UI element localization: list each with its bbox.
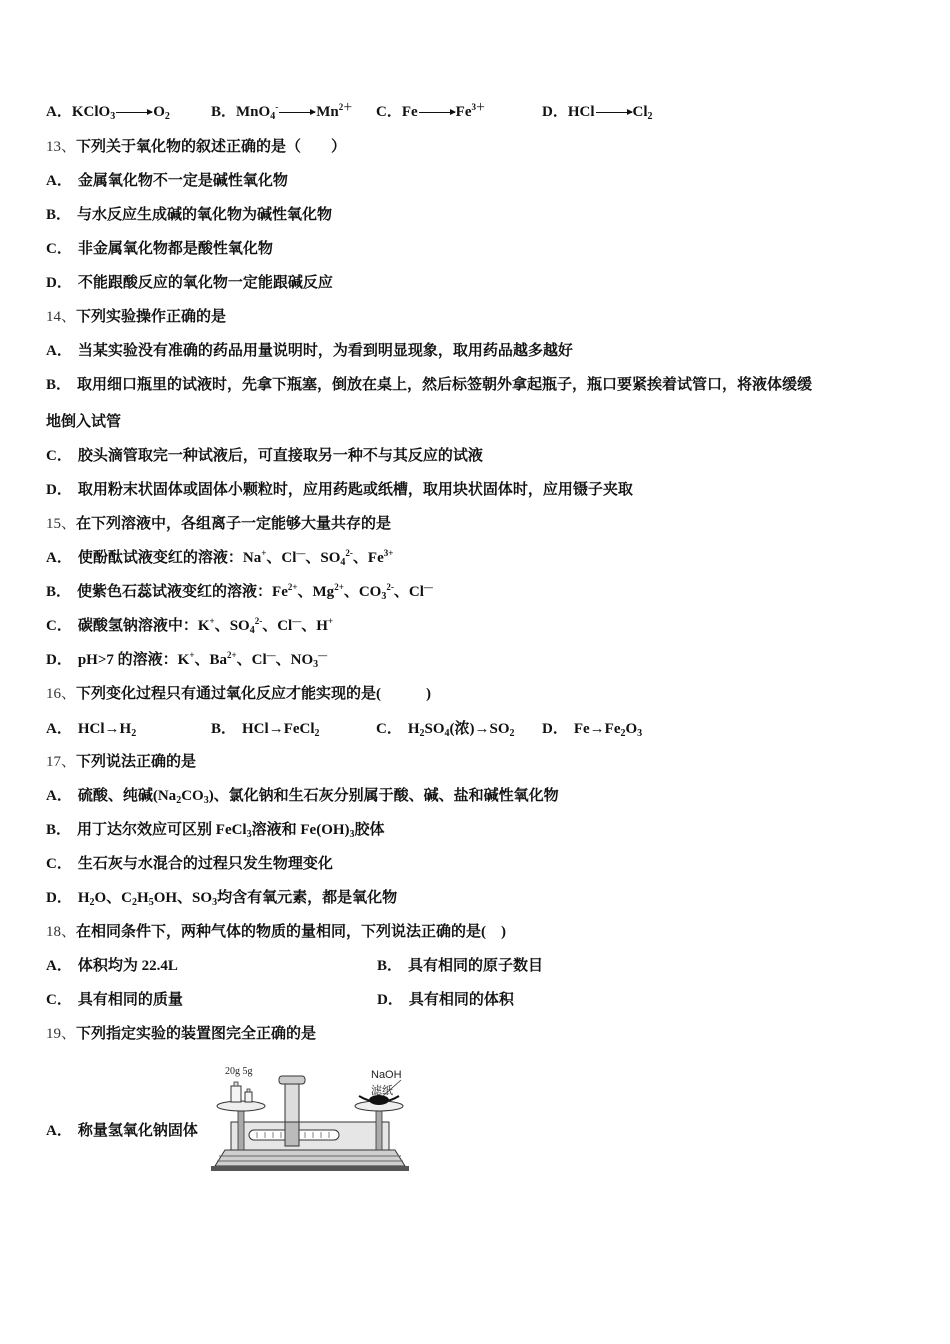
arrow-icon: → (104, 721, 120, 737)
option-label: C． (46, 241, 72, 257)
option-label: D． (46, 652, 72, 668)
option-text: pH>7 的溶液： (77, 652, 178, 668)
q16-option-d: D． $Fe\to Fe_2O_3$ (542, 721, 643, 739)
subscript: 4 (270, 111, 276, 122)
option-text: 均含有氧元素，都是氧化物 (217, 890, 398, 906)
q14-stem (46, 307, 226, 327)
subscript: 2 (647, 111, 653, 122)
option-label: D． (46, 482, 72, 498)
arrow-icon (596, 112, 632, 113)
option-text: 取用细口瓶里的试液时，先拿下瓶塞，倒放在桌上，然后标签朝外拿起瓶子，瓶口要紧挨着试管口，将液体缓缓 (77, 377, 813, 393)
q14-option-b (46, 375, 812, 395)
question-number: 13、 (46, 139, 77, 155)
superscript: — (318, 650, 328, 660)
separator: 、 (305, 550, 321, 566)
q16-stem (46, 684, 431, 704)
weights-label: 20g 5g (225, 1066, 253, 1077)
arrow-icon (419, 112, 455, 113)
q15-option-a: A． 使酚酞试液变红的溶液：Na+、Cl—、$SO_4^{2-}$、$Fe^{3+}$ (46, 548, 394, 568)
q14-option-b-continued (46, 412, 121, 432)
option-text: 当某实验没有准确的药品用量说明时，为看到明显现象，取用药品越多越好 (77, 343, 573, 359)
separator: 、 (262, 618, 278, 634)
option-label: C． (46, 448, 72, 464)
q19-option-a (46, 1121, 198, 1141)
question-number: 15、 (46, 516, 77, 532)
formula: Cl (632, 104, 648, 120)
option-text: 碳酸氢钠溶液中： (77, 618, 198, 634)
question-number: 18、 (46, 924, 77, 940)
option-text: 胶体 (354, 822, 385, 838)
q15-option-d: D． pH>7 的溶液：K+、$Ba^{2+}$、Cl—、$NO_3^—$ (46, 650, 328, 670)
separator: 、 (297, 584, 313, 600)
arrow-icon (279, 112, 315, 113)
formula: KClO (71, 104, 111, 120)
q19-stem (46, 1024, 316, 1044)
option-label: A． (46, 550, 72, 566)
option-label: C． (46, 856, 72, 872)
option-label: C． (376, 721, 402, 737)
formula: MnO (236, 104, 271, 120)
q17-option-a: A． 硫酸、纯碱$(Na_2CO_3)$、氯化钠和生石灰分别属于酸、碱、盐和碱性氧化物 (46, 788, 559, 806)
option-text: 非金属氧化物都是酸性氧化物 (77, 241, 273, 257)
option-label: B． (46, 822, 72, 838)
q12-option-b (211, 102, 352, 122)
option-text: 溶液和 (251, 822, 301, 838)
q15-option-c: C． 碳酸氢钠溶液中：K+、$SO_4^{2-}$、Cl—、H+ (46, 616, 334, 636)
q13-option-d (46, 273, 333, 293)
q16-option-b: B． HCl→FeCl$_2$ (211, 721, 320, 739)
formula: O (153, 104, 165, 120)
option-label: B． (46, 584, 72, 600)
q14-option-c (46, 446, 483, 466)
balance-scale-icon (205, 1062, 415, 1177)
q12-option-d (542, 102, 653, 122)
arrow-icon (116, 112, 152, 113)
option-label: A． (46, 173, 72, 189)
q18-option-d (377, 990, 514, 1010)
option-label: D． (542, 721, 568, 737)
option-label: B． (377, 958, 403, 974)
option-label: D． (46, 275, 72, 291)
question-text: 下列指定实验的装置图完全正确的是 (76, 1026, 317, 1042)
separator: 、 (301, 618, 317, 634)
option-label: A． (46, 104, 72, 120)
arrow-icon: → (474, 721, 490, 737)
q13-option-b (46, 205, 332, 225)
separator: 、 (214, 618, 230, 634)
question-text: 下列说法正确的是 (76, 754, 197, 770)
formula: HCl (567, 104, 595, 120)
q18-option-a (46, 956, 178, 976)
q18-option-c (46, 990, 183, 1010)
q13-option-a (46, 171, 288, 191)
option-label: A． (46, 343, 72, 359)
q18-stem (46, 922, 506, 942)
subscript: 3 (110, 111, 116, 122)
question-number: 17、 (46, 754, 77, 770)
superscript: — (266, 650, 276, 660)
option-text: 硫酸、纯碱( (77, 788, 158, 804)
question-text: 下列变化过程只有通过氧化反应才能实现的是( ) (76, 686, 432, 702)
option-label: B． (211, 104, 237, 120)
option-text: 具有相同的质量 (77, 992, 183, 1008)
option-label: D． (46, 890, 72, 906)
option-label: C． (46, 618, 72, 634)
option-text: 体积均为 22.4L (77, 958, 178, 974)
q13-stem (46, 137, 346, 157)
option-text: 金属氧化物不一定是碱性氧化物 (77, 173, 288, 189)
separator: 、 (393, 584, 409, 600)
question-number: 19、 (46, 1026, 77, 1042)
option-text: 生石灰与水混合的过程只发生物理变化 (77, 856, 333, 872)
question-text: 在下列溶液中，各组离子一定能够大量共存的是 (76, 516, 392, 532)
q17-option-d: D． $H_2O$、$C_2H_5OH$、$SO_3$均含有氧元素，都是氧化物 (46, 890, 398, 908)
formula: Fe (455, 104, 472, 120)
q13-option-c (46, 239, 273, 259)
option-label: C． (376, 104, 402, 120)
q15-stem (46, 514, 391, 534)
question-text: 下列关于氧化物的叙述正确的是（ ） (76, 139, 347, 155)
superscript: — (296, 548, 306, 558)
q17-option-c (46, 854, 333, 874)
option-text: 不能跟酸反应的氧化物一定能跟碱反应 (77, 275, 333, 291)
option-text: 胶头滴管取完一种试液后，可直接取另一种不与其反应的试液 (77, 448, 483, 464)
separator: 、 (236, 652, 252, 668)
q14-option-a (46, 341, 573, 361)
option-text: 称量氢氧化钠固体 (77, 1123, 198, 1139)
superscript: — (423, 582, 433, 592)
question-text: 下列实验操作正确的是 (76, 309, 227, 325)
option-text: 用丁达尔效应可区别 (77, 822, 216, 838)
superscript: 3＋ (471, 102, 486, 112)
q16-option-a: A． $HCl\to H_2$ (46, 721, 137, 739)
option-label: A． (46, 1123, 72, 1139)
option-text: 使酚酞试液变红的溶液： (77, 550, 243, 566)
formula: Fe (401, 104, 418, 120)
q17-stem (46, 752, 196, 772)
option-label: B． (46, 207, 72, 223)
q12-option-a (46, 102, 170, 122)
q18-option-b (377, 956, 543, 976)
question-number: 16、 (46, 686, 77, 702)
superscript: 2＋ (338, 102, 353, 112)
arrow-icon: → (589, 721, 605, 737)
option-label: D． (377, 992, 403, 1008)
concentrated-label: (浓) (449, 721, 475, 737)
separator: 、 (343, 584, 359, 600)
q16-option-c: C． $H_2SO_4$(浓)$\to SO_2$ (376, 721, 515, 739)
filter-paper-label: 滤纸 (371, 1084, 393, 1097)
option-text: 具有相同的原子数目 (408, 958, 544, 974)
separator: 、 (194, 652, 210, 668)
superscript: — (292, 616, 302, 626)
arrow-icon: → (268, 721, 284, 737)
option-text: )、氯化钠和生石灰分别属于酸、碱、盐和碱性氧化物 (208, 788, 559, 804)
option-label: C． (46, 992, 72, 1008)
q17-option-b: B． 用丁达尔效应可区别 FeCl$_3$溶液和 $Fe(OH)_3$胶体 (46, 822, 385, 840)
separator: 、 (266, 550, 282, 566)
subscript: 2 (164, 111, 170, 122)
option-text: 取用粉末状固体或固体小颗粒时，应用药匙或纸槽，取用块状固体时，应用镊子夹取 (77, 482, 633, 498)
separator: 、 (275, 652, 291, 668)
naoh-label: NaOH (371, 1069, 402, 1081)
question-text: 在相同条件下，两种气体的物质的量相同，下列说法正确的是( ) (76, 924, 507, 940)
option-text: 使紫色石蕊试液变红的溶液： (77, 584, 273, 600)
option-label: D． (542, 104, 568, 120)
question-number: 14、 (46, 309, 77, 325)
option-label: A． (46, 958, 72, 974)
q12-option-c (376, 102, 485, 122)
formula: Mn (316, 104, 339, 120)
balance-diagram (205, 1062, 415, 1177)
option-text: 与水反应生成碱的氧化物为碱性氧化物 (77, 207, 333, 223)
option-label: B． (46, 377, 72, 393)
separator: 、 (352, 550, 368, 566)
option-label: A． (46, 788, 72, 804)
q15-option-b: B． 使紫色石蕊试液变红的溶液：$Fe^{2+}$、$Mg^{2+}$、$CO_3^{2-}$、Cl— (46, 582, 433, 602)
superscript: - (275, 102, 279, 112)
option-label: B． (211, 721, 237, 737)
option-text: 地倒入试管 (46, 414, 122, 430)
option-label: A． (46, 721, 72, 737)
q14-option-d (46, 480, 633, 500)
option-text: 具有相同的体积 (408, 992, 514, 1008)
